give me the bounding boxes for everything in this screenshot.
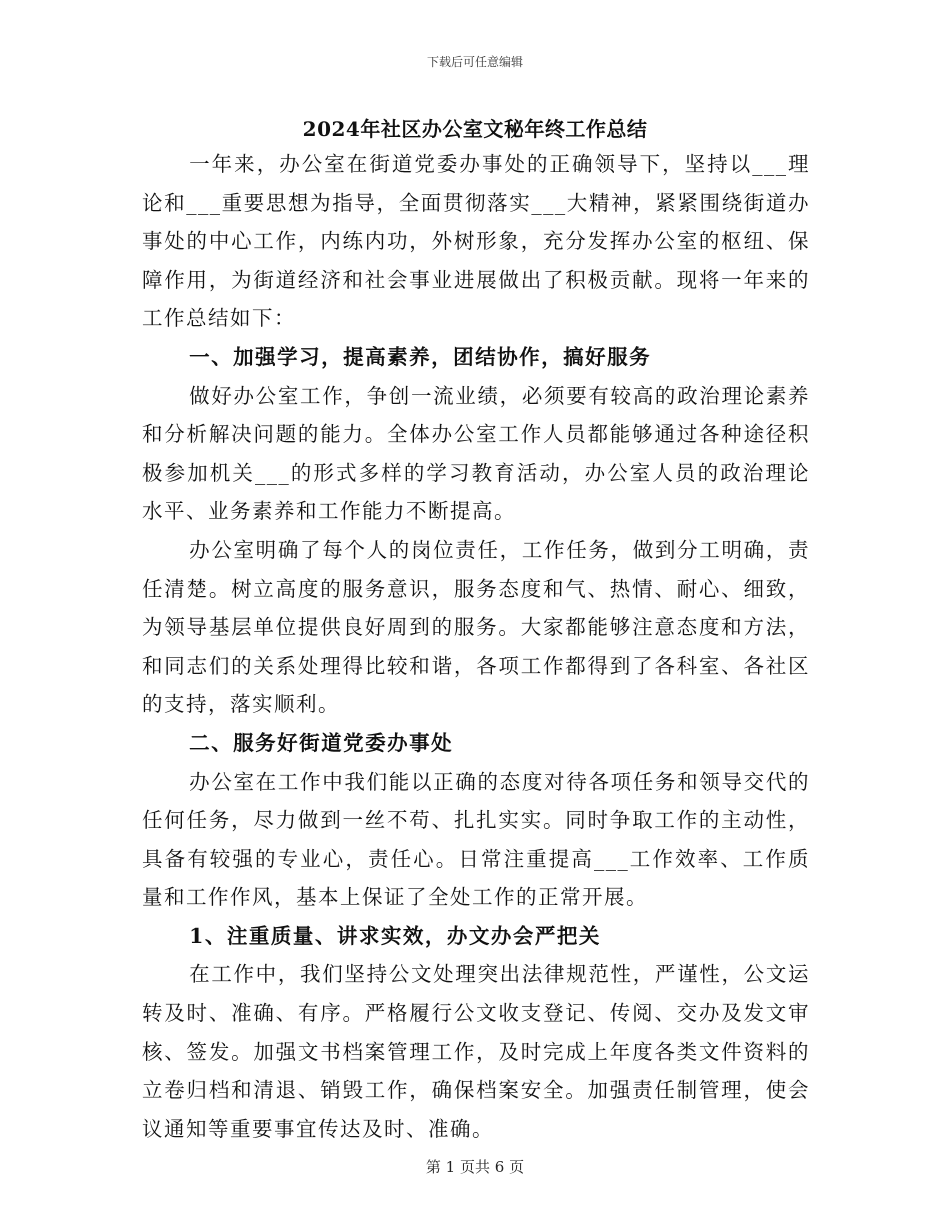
body-paragraph: 办公室在工作中我们能以正确的态度对待各项任务和领导交代的任何任务，尽力做到一丝不苟、扎扎实实。同时争取工作的主动性，具备有较强的专业心，责任心。日常注重提高___工作效率、工作质量和工作作风，基本上保证了全处工作的正常开展。 xyxy=(142,769,810,910)
body-paragraph: 在工作中，我们坚持公文处理突出法律规范性，严谨性，公文运转及时、准确、有序。严格履行公文收支登记、传阅、交办及发文审核、签发。加强文书档案管理工作，及时完成上年度各类文件资料的立卷归档和清退、销毁工作，确保档案安全。加强责任制管理，使会议通知等重要事宜传达及时、准确。 xyxy=(142,962,810,1141)
body-paragraph: 办公室明确了每个人的岗位责任，工作任务，做到分工明确，责任清楚。树立高度的服务意识，服务态度和气、热情、耐心、细致，为领导基层单位提供良好周到的服务。大家都能够注意态度和方法，和同志们的关系处理得比较和谐，各项工作都得到了各科室、各社区的支持，落实顺利。 xyxy=(142,537,810,717)
document-title: 2024年社区办公室文秘年终工作总结 xyxy=(302,117,648,141)
body-paragraph: 做好办公室工作，争创一流业绩，必须要有较高的政治理论素养和分析解决问题的能力。全体办公室工作人员都能够通过各种途径积极参加机关___的形式多样的学习教育活动，办公室人员的政治理论水平、业务素养和工作能力不断提高。 xyxy=(142,383,810,524)
page-number-footer: 第 1 页共 6 页 xyxy=(425,1158,525,1176)
section-heading-2: 二、服务好街道党委办事处 xyxy=(189,730,454,755)
page-header-note: 下载后可任意编辑 xyxy=(426,55,523,69)
section-heading-1: 一、加强学习，提高素养，团结协作，搞好服务 xyxy=(189,344,652,369)
document-body xyxy=(142,145,810,1148)
subsection-heading-1: 1、注重质量、讲求实效，办文办会严把关 xyxy=(189,923,601,948)
intro-paragraph: 一年来，办公室在街道党委办事处的正确领导下，坚持以___理论和___重要思想为指导，全面贯彻落实___大精神，紧紧围绕街道办事处的中心工作，内练内功，外树形象，充分发挥办公室的枢纽、保障作用，为街道经济和社会事业进展做出了积极贡献。现将一年来的工作总结如下： xyxy=(142,152,810,331)
